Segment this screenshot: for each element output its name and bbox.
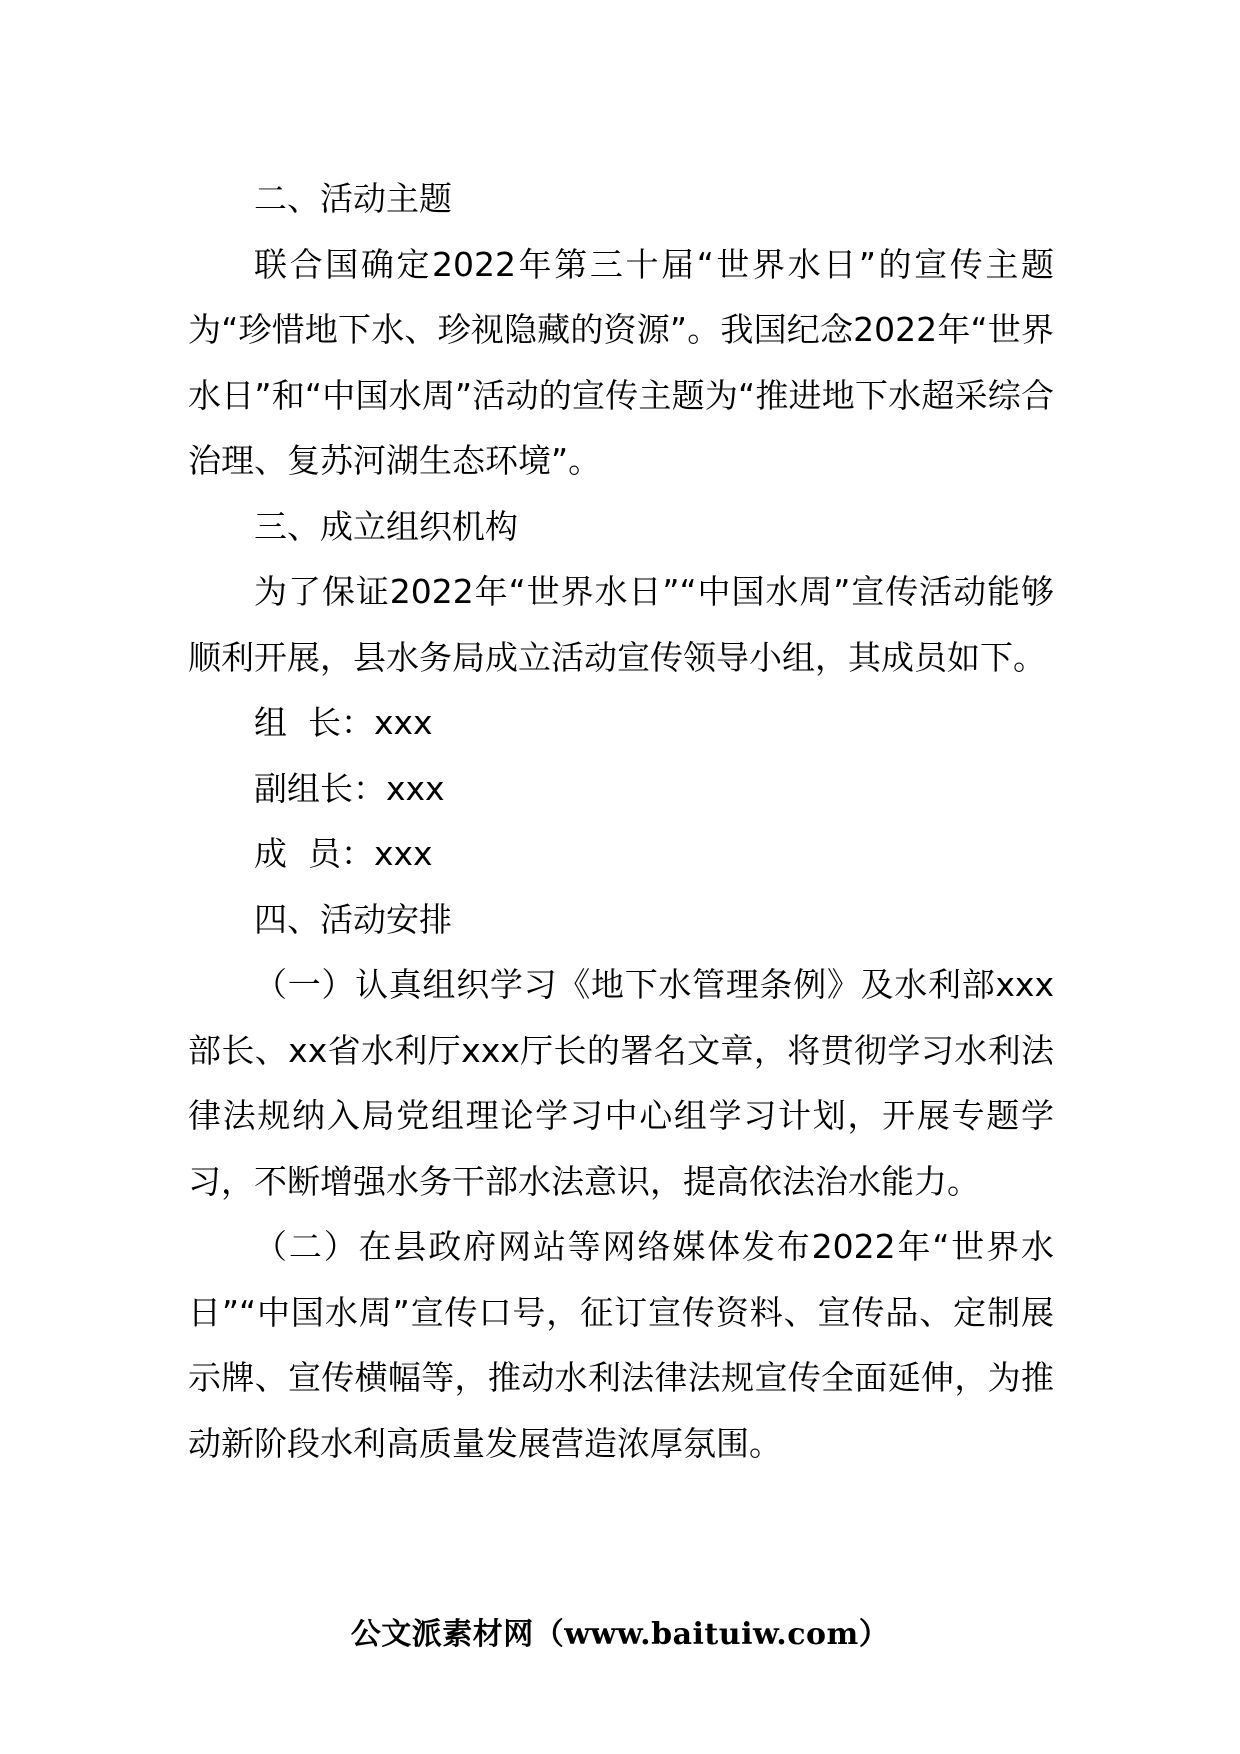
footer-watermark-text: 公文派素材网（www.baituiw.com） (350, 1617, 890, 1652)
member-line-leader: 组 长：xxx (254, 703, 433, 742)
paragraph-organization: 为了保证2022年“世界水日”“中国水周”宣传活动能够顺利开展，县水务局成立活动宣传领导小组，其成员如下。 (188, 572, 1054, 677)
member-line-members: 成 员：xxx (254, 834, 433, 873)
paragraph-arrangement-item-1: （一）认真组织学习《地下水管理条例》及水利部xxx部长、xx省水利厅xxx厅长的署名文章，将贯彻学习水利法律法规纳入局党组理论学习中心组学习计划，开展专题学习，不断增强水务干部水法意识，提高依法治水能力。 (188, 965, 1054, 1201)
member-line-deputy-leader: 副组长：xxx (254, 768, 445, 808)
section-heading-arrangements: 四、活动安排 (254, 899, 452, 939)
paragraph-arrangement-item-2: （二）在县政府网站等网络媒体发布2022年“世界水日”“中国水周”宣传口号，征订宣传资料、宣传品、定制展示牌、宣传横幅等，推动水利法律法规宣传全面延伸，为推动新阶段水利高质量发展营造浓厚氛围。 (188, 1227, 1054, 1463)
section-heading-organization: 三、成立组织机构 (254, 506, 518, 546)
document-body (188, 166, 1054, 1476)
section-heading-activity-theme: 二、活动主题 (254, 179, 452, 218)
paragraph-activity-theme: 联合国确定2022年第三十届“世界水日”的宣传主题为“珍惜地下水、珍视隐藏的资源”。我国纪念2022年“世界水日”和“中国水周”活动的宣传主题为“推进地下水超采综合治理、复苏河湖生态环境”。 (188, 244, 1054, 480)
